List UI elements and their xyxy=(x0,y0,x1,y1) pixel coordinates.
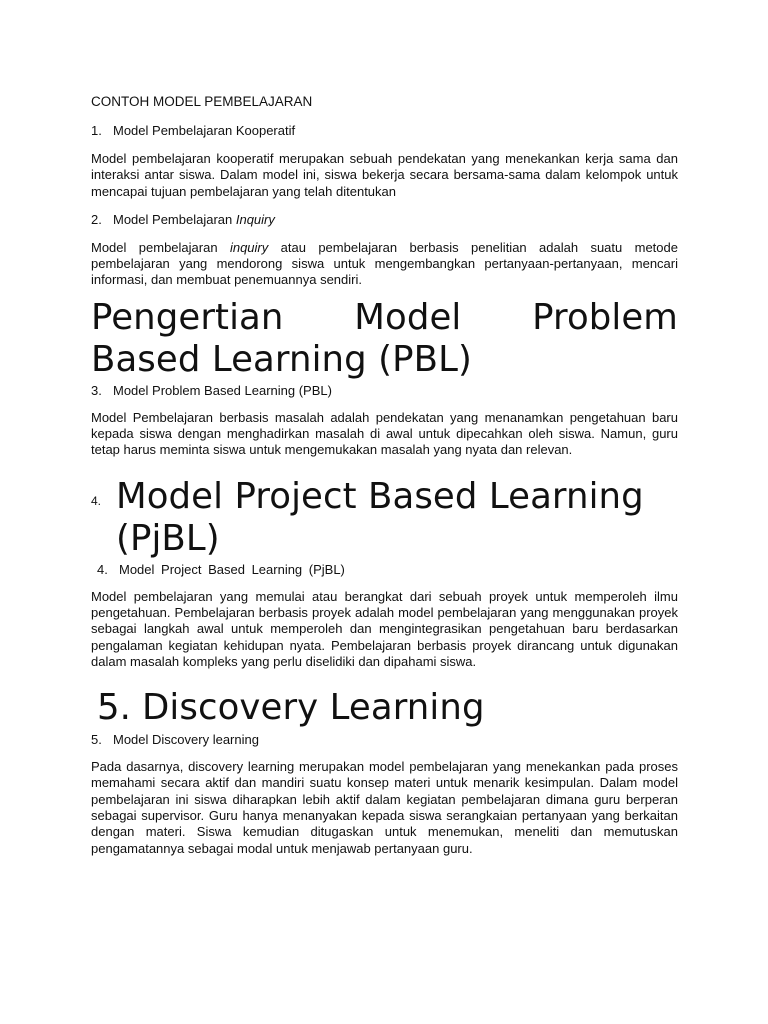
item-label: Model Pembelajaran Kooperatif xyxy=(113,123,296,138)
document-page xyxy=(91,93,678,857)
list-item-3 xyxy=(91,383,678,399)
paragraph-pbl: Model Pembelajaran berbasis masalah adalah pendekatan yang menanamkan pengetahuan baru kepada siswa dengan menghadirkan masalah di awal untuk dipecahkan oleh siswa. Namun, guru tetap harus meminta siswa untuk mengemukakan masalah yang nyata dan relevan. xyxy=(91,409,678,458)
item-number: 4. xyxy=(97,561,108,577)
heading-pbl: Pengertian Model Problem Based Learning (PBL) xyxy=(91,296,678,380)
heading-number: 4. xyxy=(91,493,102,508)
item-number: 1. xyxy=(91,123,102,138)
item-label-italic: Inquiry xyxy=(235,211,275,227)
list-item-1 xyxy=(91,123,678,139)
list-item-4 xyxy=(91,562,678,578)
item-number: 5. xyxy=(91,732,102,748)
paragraph-pjbl: Model pembelajaran yang memulai atau berangkat dari sebuah proyek untuk memperoleh ilmu pengetahuan. Pembelajaran berbasis proyek adalah model pembelajaran yang menggunakan proyek sebagai langkah awal untuk memperoleh dan mengintegrasikan pengetahuan baru berdasarkan pengalaman kegiatan kehidupan nyata. Pembelajaran berbasis proyek dirancang untuk digunakan dalam masalah kompleks yang perlu diselidiki dan dipahami siswa. xyxy=(91,588,678,669)
list-item-5 xyxy=(91,732,678,748)
item-label: Model Pembelajaran Inquiry xyxy=(113,211,275,227)
paragraph-discovery: Pada dasarnya, discovery learning merupakan model pembelajaran yang menekankan pada proses memahami secara aktif dan mandiri suatu konsep materi untuk menarik kesimpulan. Dalam model pembelajaran ini siswa diharapkan lebih aktif dalam kegiatan pembelajaran dimana guru berperan sebagai supervisor. Guru hanya menanyakan kepada siswa serangkaian pertanyaan yang berkaitan dengan materi. Siswa kemudian ditugaskan untuk menemukan, meneliti dan memutuskan pengamatannya sebagai modal untuk menjawab pertanyaan guru. xyxy=(91,759,678,856)
item-number: 3. xyxy=(91,382,102,398)
item-label: Model Problem Based Learning (PBL) xyxy=(113,382,332,398)
list-item-2 xyxy=(91,212,678,228)
inquiry-italic: inquiry xyxy=(229,239,269,255)
item-label: Model Discovery learning xyxy=(113,732,259,748)
heading-number: 5. xyxy=(97,687,132,729)
paragraph-kooperatif: Model pembelajaran kooperatif merupakan sebuah pendekatan yang menekankan kerja sama dan interaksi antar siswa. Dalam model ini, siswa bekerja secara bersama-sama dalam kelompok untuk mencapai tujuan pembelajaran yang telah ditentukan xyxy=(91,151,678,199)
item-label: Model Project Based Learning (PjBL) xyxy=(119,561,345,577)
item-number: 2. xyxy=(91,211,102,227)
heading-discovery: 5. Discovery Learning xyxy=(97,687,485,729)
paragraph-inquiry: Model pembelajaran inquiry atau pembelajaran berbasis penelitian adalah suatu metode pembelajaran yang mendorong siswa untuk mengembangkan pertanyaan-pertanyaan, mencari informasi, dan membuat penemuannya sendiri. xyxy=(91,239,678,288)
heading-pjbl: 4. Model Project Based Learning (PjBL) xyxy=(91,475,644,559)
document-title: CONTOH MODEL PEMBELAJARAN xyxy=(91,94,313,109)
